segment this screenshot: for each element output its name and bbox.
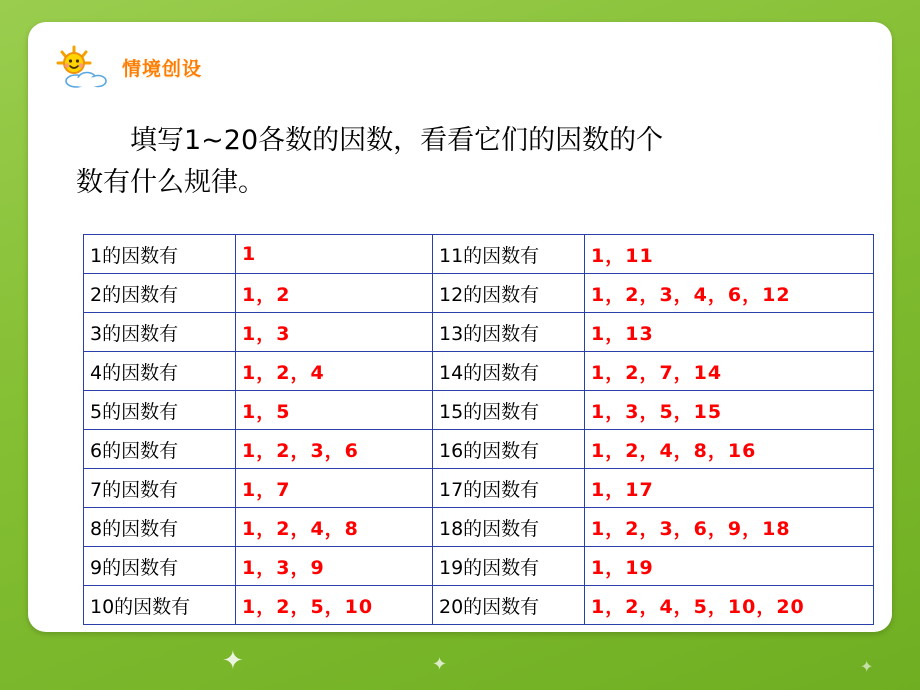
prompt-line-2: 数有什么规律。 <box>76 166 265 198</box>
row-value-right: 1，3，5，15 <box>585 391 874 430</box>
table-row <box>84 352 874 391</box>
table-row <box>84 547 874 586</box>
row-value-left: 1，5 <box>236 391 433 430</box>
row-label-right: 15的因数有 <box>433 391 585 430</box>
row-value-left: 1，3 <box>236 313 433 352</box>
row-label-right: 20的因数有 <box>433 586 585 625</box>
table-row <box>84 430 874 469</box>
row-value-right: 1，11 <box>585 235 874 274</box>
sparkle-icon: ✦ <box>432 654 448 674</box>
row-label-right: 11的因数有 <box>433 235 585 274</box>
row-value-left: 1，3，9 <box>236 547 433 586</box>
row-value-left: 1，2，4 <box>236 352 433 391</box>
section-header <box>54 44 202 90</box>
sun-cloud-icon <box>54 45 114 89</box>
row-label-left: 4的因数有 <box>84 352 236 391</box>
row-label-left: 7的因数有 <box>84 469 236 508</box>
content-card <box>28 22 892 632</box>
row-value-left: 1，7 <box>236 469 433 508</box>
row-label-right: 16的因数有 <box>433 430 585 469</box>
row-label-left: 6的因数有 <box>84 430 236 469</box>
row-value-right: 1，2，3，6，9，18 <box>585 508 874 547</box>
table-row <box>84 391 874 430</box>
factors-table-container <box>83 234 873 625</box>
prompt-line-1: 填写1~20各数的因数，看看它们的因数的个 <box>130 125 664 156</box>
table-row <box>84 586 874 625</box>
row-value-left: 1 <box>236 235 433 274</box>
row-value-left: 1，2 <box>236 274 433 313</box>
sparkle-icon: ✦ <box>222 646 244 675</box>
row-label-right: 12的因数有 <box>433 274 585 313</box>
row-value-right: 1，2，7，14 <box>585 352 874 391</box>
row-value-left: 1，2，5，10 <box>236 586 433 625</box>
row-label-left: 3的因数有 <box>84 313 236 352</box>
table-row <box>84 235 874 274</box>
row-label-left: 8的因数有 <box>84 508 236 547</box>
row-value-right: 1，17 <box>585 469 874 508</box>
row-label-left: 2的因数有 <box>84 274 236 313</box>
row-value-right: 1，13 <box>585 313 874 352</box>
table-row <box>84 469 874 508</box>
row-label-left: 9的因数有 <box>84 547 236 586</box>
table-row <box>84 274 874 313</box>
row-label-right: 19的因数有 <box>433 547 585 586</box>
factors-table-body <box>84 235 874 625</box>
row-label-right: 18的因数有 <box>433 508 585 547</box>
row-label-left: 5的因数有 <box>84 391 236 430</box>
section-title: 情境创设 <box>122 57 203 80</box>
table-row <box>84 508 874 547</box>
sparkle-icon: ✦ <box>860 659 874 676</box>
row-value-right: 1，2，4，5，10，20 <box>585 586 874 625</box>
row-label-right: 14的因数有 <box>433 352 585 391</box>
row-value-right: 1，19 <box>585 547 874 586</box>
table-row <box>84 313 874 352</box>
factors-table <box>83 234 874 625</box>
row-label-left: 1的因数有 <box>84 235 236 274</box>
row-value-right: 1，2，3，4，6，12 <box>585 274 874 313</box>
prompt-text <box>76 120 856 204</box>
row-value-right: 1，2，4，8，16 <box>585 430 874 469</box>
row-value-left: 1，2，4，8 <box>236 508 433 547</box>
row-label-right: 17的因数有 <box>433 469 585 508</box>
row-value-left: 1，2，3，6 <box>236 430 433 469</box>
row-label-right: 13的因数有 <box>433 313 585 352</box>
row-label-left: 10的因数有 <box>84 586 236 625</box>
